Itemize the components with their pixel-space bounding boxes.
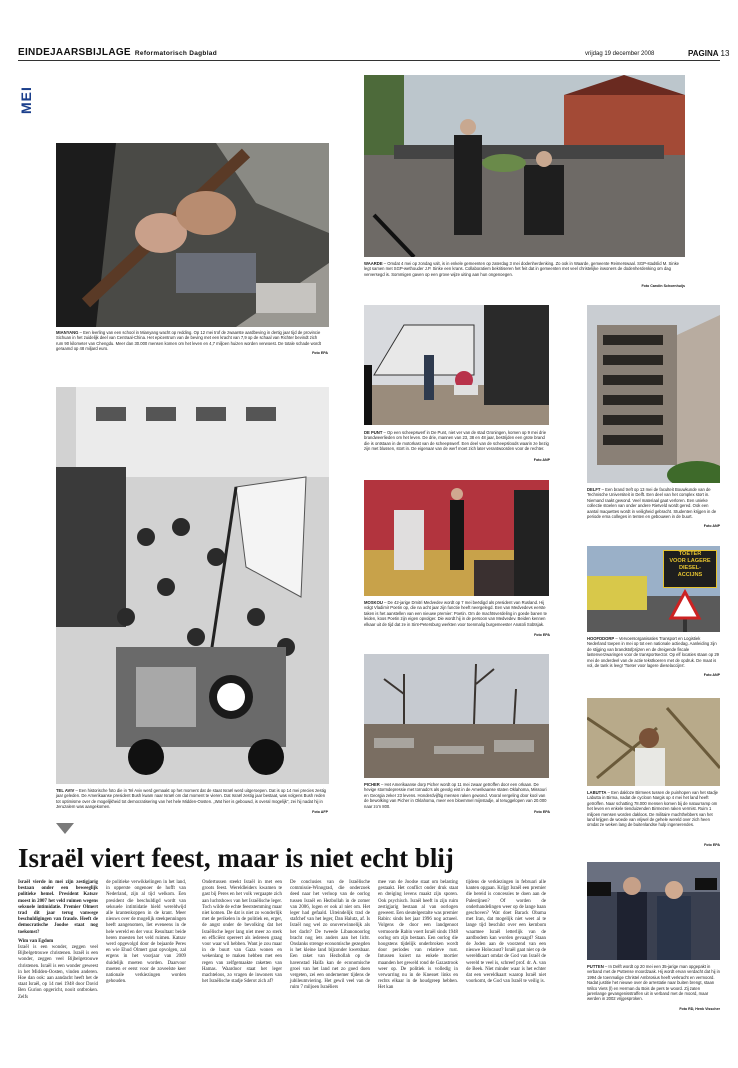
sign-line: TOETER bbox=[678, 551, 702, 557]
credit-putten: Foto RD, Henk Visscher bbox=[679, 1007, 720, 1011]
caption-text: – Een dakloze Birmees tussen de puinhopen van het stadje Labutta in Birma, nadat de cycloon Nargis op 4 mei het land heeft getroffen. Naar schatting 78.000 mensen komen bij de natuurramp om het leven en enkele tienduizenden Birmezen raken vermist. Ruim 1 miljoen mensen worden dakloos. De militaire machthebbers van het land krijgen de woede van vrijwel de gehele wereld over zich heen omdat ze weken lang de buitenlandse hulp ingenerendes. bbox=[587, 790, 718, 828]
credit-moskou: Foto EPA bbox=[534, 633, 550, 637]
caption-text: – Op een scheepswerf in De Punt, niet ver van de stad Groningen, komen op 9 mei drie brandweerlieden om het leven. De drie, mannen van 23, 38 en 48 jaar, bestrijden een grote brand die is ontstaan in de motorkast van de scheepswerf. Een deel van de scheepsloods waarin ze bezig zijn met blussen, stort in. De eigenaar van de werf moet zich later verantwoorden voor de rechter. bbox=[364, 430, 549, 452]
caption-place: MIANYANG bbox=[56, 330, 79, 335]
article-column-6 bbox=[466, 880, 546, 985]
article-column-1 bbox=[18, 880, 98, 1001]
photo-waarde bbox=[364, 75, 685, 257]
article-body: De conclusies van de Israëlische commissie-Winograd, die onderzoek deed naar het verloop van de oorlog tussen Israël en Hezbollah in de zomer van 2006, logen er ook al niet om. Het leger had gefaald. Uiteindelijk trad de stafchef van het leger, Dan Halutz, af. Is Israël nog wel zo onoverwinnelijk als het dacht? De tweede Libanonoorlog bracht nog iets anders aan het licht. Onslanks strenge economische gezegden is het kleine land bijzonder kwetsbaar. Een raket van Hezbollah op de havenstad Haifa kan de economische groei van het land net zo goed doen vergeten, zei een ondernemer tijdens de jubileumviering. Het gewil veel van de ruim 7 miljoen Israëliers bbox=[290, 880, 370, 991]
sign-line: DIESEL- bbox=[678, 565, 702, 571]
caption-text: – Een historische foto die in Tel Aviv werd gemaakt op het moment dat de staat Israël werd uitgeroepen. Dat is op 14 mei precies zestig jaar geleden. De Amerikaanse president Bush kwam naar Israël om dat moment te vieren. Dat Israël zestig jaar bestaat, was volgens Bush reden tot optimisme over de mogelijkheid tot democratisering van het hele Midden-Oosten. „Wat hier is gebouwd, is overal mogelijk”, zei hij nadat hij in Jeruzalem was aangekomen. bbox=[56, 788, 327, 810]
caption-text: – Een brand treft op 13 mei de faculteit Bouwkunde van de Technische Universiteit in Delft. Een deel van het complex stort in. Niemand raakt gewond. Veel materiaal gaat verloren. Een unieke collectie stoelen van onder andere Rietveld wordt gered. Ook een aantal maquettes wordt in veiligheid gebracht. Studenten krijgen in de periode erna colleges in tenten en gebouwen in de buurt. bbox=[587, 487, 717, 520]
caption-hoofddorp bbox=[587, 636, 720, 668]
caption-place: MOSKOU bbox=[364, 600, 383, 605]
caption-place: DELFT bbox=[587, 487, 601, 492]
credit-de-punt: Foto ANP bbox=[533, 458, 550, 462]
paper-name: Reformatorisch Dagblad bbox=[134, 50, 217, 57]
page-label: PAGINA bbox=[688, 49, 719, 58]
caption-place: PICHER bbox=[364, 782, 380, 787]
page-number: 13 bbox=[720, 49, 730, 58]
photo-picher bbox=[364, 654, 549, 778]
photo-tel-aviv bbox=[56, 387, 329, 784]
caption-text: – Omdat 4 mei op zondag valt, is in enkele gemeenten op zaterdag 3 mei dodenherdenking. Zo ook in Waarde, gemeente Reimerswaal. SGP-stadslid M. Sinke legt samen met SGP-wethouder J.P. Sinke een krans. Collaboratiem bekritiseren het feit dat in gemeenten met veel christelijke inwoners de dodenherdenking om dag verversegd is. Sommigen gaven op een grove wijze uiting aan hun ongenoegen. bbox=[364, 261, 680, 277]
page-indicator bbox=[688, 49, 729, 58]
article-column-2 bbox=[106, 880, 186, 985]
caption-text: – Een leerling van een school in Mianyang wacht op redding. Op 12 mei trof de zwaarste aardbeving in dertig jaar tijd de provincie Sichuan in het zuidelijk deel van Centraal-China. Het epicentrum van de beving met een kracht van 7,9 op de schaal van Richter bevindt zich rum 90 kilometer van Chengdu. Meer dan 30.000 mensen komen om het leven en 4,7 miljoen huizen worden verwoest. De totale schade wordt geraamd op 48 miljard euro. bbox=[56, 330, 321, 352]
caption-place: WAARDE bbox=[364, 261, 383, 266]
caption-moskou bbox=[364, 600, 549, 627]
caption-place: PUTTEN bbox=[587, 964, 604, 969]
credit-hoofddorp: Foto ANP bbox=[703, 673, 720, 677]
article-body: de politieke verwikkelingen in het land, in opperste ongenoer de hofft van Nederland, zijn al tijd welkom. Een president die beschuldigd wordt van seksuele intimidatie hield wereldwijd alle krantenkoppen in de krant. Meer nieuws over de mogelijk steekpenningen heeft aangenomen, liet eveneens in de hele wereld en der vuur. Resultaat: beide heren moesten het veld ruimen. Katsav werd opgevolgd door de bejaarde Peres en wie Ehud Olmert gaat opvolgen, zal ergens in het voorjaar van 2009 duidelijk moeten worden. Daarvoor moeten er eerst voor de zoveelste keer nationale verkiezingen worden gehouden. bbox=[106, 880, 186, 985]
issue-date: vrijdag 19 december 2008 bbox=[585, 51, 655, 57]
section-marker-triangle bbox=[56, 823, 74, 834]
section-title bbox=[18, 47, 217, 58]
credit-labutta: Foto EPA bbox=[704, 843, 720, 847]
caption-labutta bbox=[587, 790, 720, 828]
photo-de-punt bbox=[364, 305, 549, 425]
sign-line: ACCIJNS bbox=[677, 572, 703, 578]
article-column-3 bbox=[202, 880, 282, 985]
credit-tel-aviv: Foto AFP bbox=[312, 810, 328, 814]
caption-tel-aviv bbox=[56, 788, 329, 810]
caption-de-punt bbox=[364, 430, 549, 452]
photo-moskou bbox=[364, 480, 549, 596]
article-lead: Israël vierde in mei zijn zestigjarig bestaan onder een beweeglijk politieke hemel. President Katsav moest in 2007 het veld ruimen wegens seksuele intimidatie. Premier Olmert trad dit jaar terug vanwege beschuldigingen van fraude. Heeft de democratische Joodse staat nog toekomst? bbox=[18, 880, 98, 935]
credit-mianyang: Foto EPA bbox=[312, 351, 328, 355]
photo-putten bbox=[587, 862, 720, 960]
caption-text: – Het Amerikaanse dorp Picher wordt op 11 mei zwaar getroffen door een orkaan. De hevige stormdepressie met tornado's als gevolg eist in de Amerikaanse staten Oklahoma, Missouri en Georgia zeker 23 levens. Honderdvijftig mensen raken gewond. Vooral vergeling door kool van de bewolking van Picher in Oklahoma, meer een bloemmel mijnstadje, al teruggelopen van 20.000 naar zo'n 800. bbox=[364, 782, 547, 809]
article-body: mee van de Joodse staat om belasting gestaakt. Het conflict onder druk staat en dreiging levens maakt zijn sporen. Ook psychisch. Israël heeft in zijn ruim zestigjarig bestaan al van oorlogen geweest. Een sleutelgestalte was premier Rabin: sinds het jaar 1996 nog actueel. Volgens de door een landgenoot vermoorde Rabin voert Israël sinds 1948 oorlog om zijn bestaan. Een oorlog die hoogstens tijdelijk onderbroken wordt door periodes van relatieve rust. Intussen kuiert na enkele mortier maanden het geweld rond de Gazastrook weer op. De politiek is volledig in verwarring nu in de Knesset links en rechts elkaar in de houdgreep hebben. Het kan bbox=[378, 880, 458, 991]
sign-line: VOOR LAGERE bbox=[669, 558, 711, 564]
caption-place: TEL AVIV bbox=[56, 788, 75, 793]
article-author: Wim van Egdom bbox=[18, 938, 54, 944]
caption-text: – Vervoersorganisaties Transport en Logistiek Nederland toepen in mei op tot een nationale actiedag. Aanleiding zijn de stijging van brandstofprijzen en de dreigende fiscale lastenverzwaringen voor de transportsector. Op elf locaties staan op 29 mei de onderdeel van de actie tekstkoeren met de opdruk. De maat is vol, de tank is leeg! 'Toeter voor lagere dieselaccijns'. bbox=[587, 636, 719, 669]
caption-picher bbox=[364, 782, 549, 809]
photo-mianyang bbox=[56, 143, 329, 327]
article-body: tijdens de verkiezingen in februari alle kanten opgaan. Krijgt Israël een premier die bereid is concessies te doen aan de Palestijnen? Of worden de onderhandelingen weer op de lange baan geschoven? Wat doet Barack Obama met Iran, dat mogelijk niet weet al te lange tijd beschikt over een kernbom waarmee Israël letterlijk van de aardbodem kan worden gevaagd? Staan de Joden aan de voorzend van een nieuwe Holocaust? Israël gaat niet op de wereldkaart omdat de God van Israël de wereld te veel is, schreef prof. dr. A. van de Beek. Niet minder waar is het echter dat een wereldkaart waarop Israël niet voorkomt, de God van Israël te veilig is. bbox=[466, 880, 546, 985]
article-body: Ondertussen steekt Israël in met een groots feest. Wereldleiders kwamen te gast bij Peres en het volk vergaapte zich aan luchtshows van het Israëlische leger. Toch wilde de echte feeststemming maar niet komen. De dat is niet zo wonderlijk met de perikelen in de politiek en, erger, de angst onder de bevolking dat het Israëlische leger lang niet meer zo sterk en efficiënt opereert als iedereen graag voor waar wil hebben. Want je zou maar in de buurt van Gaza wonen en wekenlang te maken hebben met een regen van zelfgemaakte raketten van Hamas. Waardoor staat het leger machteloos, zo vragen de inwoners van het Israëlische stadje Sderot zich af? bbox=[202, 880, 282, 985]
header-rule bbox=[18, 60, 720, 61]
toeter-sign bbox=[663, 550, 717, 588]
photo-hoofddorp bbox=[587, 546, 720, 632]
caption-waarde bbox=[364, 261, 685, 277]
caption-place: HOOFDDORP bbox=[587, 636, 615, 641]
month-label: MEI bbox=[18, 86, 34, 114]
caption-delft bbox=[587, 487, 720, 519]
article-headline: Israël viert feest, maar is niet echt blij bbox=[18, 843, 454, 873]
credit-picher: Foto EPA bbox=[534, 810, 550, 814]
credit-waarde: Foto Carolin Schoenhuijs bbox=[641, 284, 685, 288]
photo-labutta bbox=[587, 698, 720, 786]
caption-place: LABUTTA bbox=[587, 790, 607, 795]
month-marker bbox=[14, 78, 40, 118]
article-body: Israël is een wonder, zeggen veel Bijbelgetrouwe christenen. Israël is een wonder, zeggen veel Bijbelgetrouwe christenen. Israël is een wonder geweest in het Midden-Oosten, vinden anderen. Hoe dan ook: aan aandacht heeft het de staat Israël, op 14 mei 1948 door David Ben Gurion opgericht, nooit ontbroken. Zelfs bbox=[18, 945, 98, 1000]
section-name: EINDEJAARSBIJLAGE bbox=[18, 47, 131, 58]
caption-putten bbox=[587, 964, 720, 1002]
article-column-5 bbox=[378, 880, 458, 992]
credit-delft: Foto ANP bbox=[703, 524, 720, 528]
article-column-4 bbox=[290, 880, 370, 992]
caption-place: DE PUNT bbox=[364, 430, 383, 435]
caption-text: – De 42-jarige Dmitri Medvedev wordt op 7 mei beëdigd als president van Rusland. Hij volgt Vladimir Poetin op, die na acht jaar zijn functie heeft neergelegd. Een van Medvedevs eerste taken is het aanstellen van een nieuwe premier: Poetin. Om de machtsverdeling in goede banen te leiden, koos Poetin zijn eigen opvolger. Die wordt hij in de persoon van Medvedev. Beiden kennen elkaar uit de tijd dat ze in Sint-Petersburg werkten voor toenmalig burgemeester Anatoli Sobtsjak. bbox=[364, 600, 547, 627]
caption-mianyang bbox=[56, 330, 324, 352]
photo-delft bbox=[587, 305, 720, 483]
caption-text: – In Delft wordt op 20 mei een 35-jarige man opgepakt in verband met de Puttense moordzaak. Hij wordt ervan verdacht dat hij in 1994 de toenmalige Christel Ambrosius heeft verkracht en vermoord. Nadat justitie het nieuwe over de arrestatie naar buiten brengt, staan Wilco Viets (l) en Herman du Bois de pers te woord. Zij zaten jarenlange gevangenisstraffen uit in verband met de moord, maar werden in 2002 vrijgesproken. bbox=[587, 964, 720, 1002]
